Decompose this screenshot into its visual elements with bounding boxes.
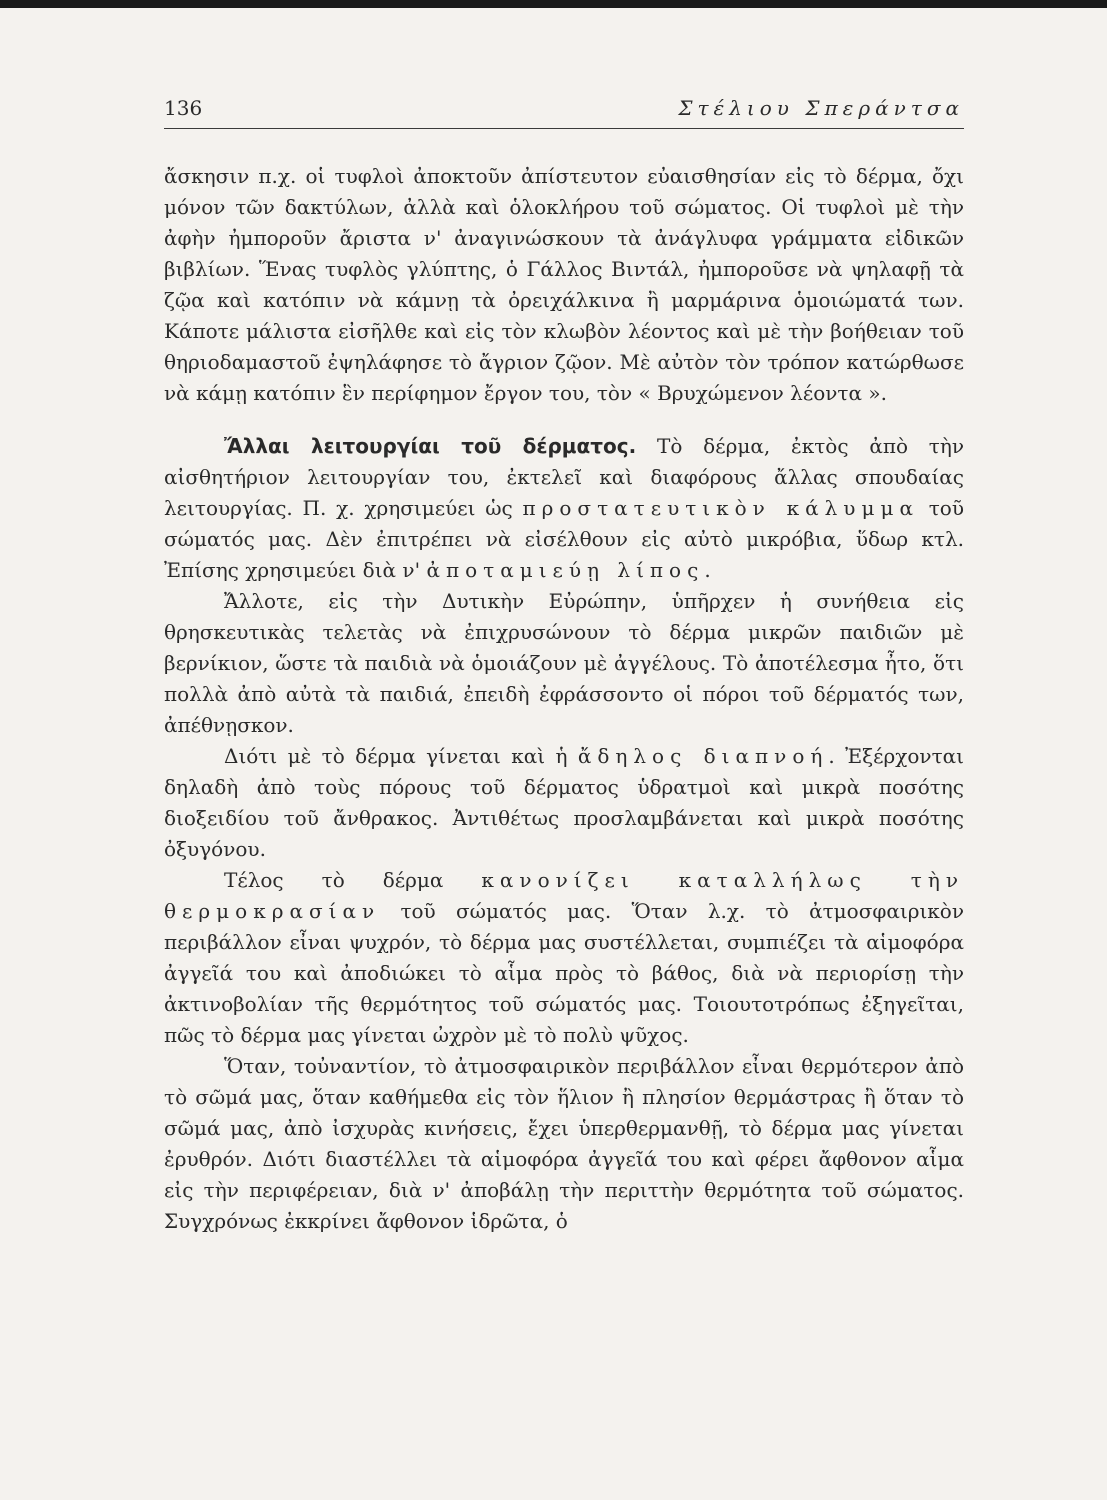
paragraph [164, 865, 964, 1051]
text-run: τοῦ σώματός μας. Ὅταν λ.χ. τὸ ἀτμοσφαιρικὸν περιβάλλον εἶναι ψυχρόν, τὸ δέρμα μας συστέλλεται, συμπιέζει τὰ αἱμοφόρα ἀγγεῖά του καὶ ἀποδιώκει τὸ αἷμα πρὸς τὸ βάθος, διὰ νὰ περιορίσῃ τὴν ἀκτινοβολίαν τῆς θερμότητος τοῦ σώματός μας. Τοιουτοτρόπως ἐξηγεῖται, πῶς τὸ δέρμα μας γίνεται ὠχρὸν μὲ τὸ πολὺ ψῦχος. [164, 899, 964, 1047]
text-run: Τέλος τὸ δέρμα [224, 868, 482, 892]
body-text [164, 161, 964, 1237]
text-run: τοῦ σώματός μας. Δὲν ἐπιτρέπει νὰ εἰσέλθουν εἰς αὐτὸ μικρόβια, ὕδωρ κτλ. Ἐπίσης χρησιμεύει διὰ ν' [164, 496, 965, 582]
scan-top-border [0, 0, 1107, 8]
emphasized-text: προστατευτικὸν κάλυμμα [522, 496, 919, 520]
paragraph: ἄσκησιν π.χ. οἱ τυφλοὶ ἀποκτοῦν ἀπίστευτον εὐαισθησίαν εἰς τὸ δέρμα, ὄχι μόνον τῶν δακτύλων, ἀλλὰ καὶ ὁλοκλήρου τοῦ σώματος. Οἱ τυφλοὶ μὲ τὴν ἀφὴν ἠμποροῦν ἄριστα ν' ἀναγινώσκουν τὰ ἀνάγλυφα γράμματα εἰδικῶν βιβλίων. Ἕνας τυφλὸς γλύπτης, ὁ Γάλλος Βιντάλ, ἠμποροῦσε νὰ ψηλαφῇ τὰ ζῷα καὶ κατόπιν νὰ κάμνῃ τὰ ὀρειχάλκινα ἢ μαρμάρινα ὁμοιώματά των. Κάποτε μάλιστα εἰσῆλθε καὶ εἰς τὸν κλωβὸν λέοντος καὶ μὲ τὴν βοήθειαν τοῦ θηριοδαμαστοῦ ἐψηλάφησε τὸ ἄγριον ζῷον. Μὲ αὐτὸν τὸν τρόπον κατώρθωσε νὰ κάμῃ κατόπιν ἓν περίφημον ἔργον του, τὸν « Βρυχώμενον λέοντα ». [164, 164, 964, 405]
section-paragraph [164, 431, 964, 586]
paragraph: Ὅταν, τοὐναντίον, τὸ ἀτμοσφαιρικὸν περιβάλλον εἶναι θερμότερον ἀπὸ τὸ σῶμά μας, ὅταν καθήμεθα εἰς τὸν ἥλιον ἢ πλησίον θερμάστρας ἢ ὅταν τὸ σῶμά μας, ἀπὸ ἰσχυρὰς κινήσεις, ἔχει ὑπερθερμανθῇ, τὸ δέρμα μας γίνεται ἐρυθρόν. Διότι διαστέλλει τὰ αἱμοφόρα ἀγγεῖά του καὶ φέρει ἄφθονον αἷμα εἰς τὴν περιφέρειαν, διὰ ν' ἀποβάλῃ τὴν περιττὴν θερμότητα τοῦ σώματος. Συγχρόνως ἐκκρίνει ἄφθονον ἱδρῶτα, ὁ [164, 1054, 964, 1233]
text-run: Τὸ δέρμα, ἐκτὸς ἀπὸ τὴν αἰσθητήριον λειτουργίαν του, ἐκτελεῖ καὶ διαφόρους ἄλλας σπουδαίας λειτουργίας. Π. χ. χρησιμεύει ὡς [164, 434, 965, 520]
paragraph: Ἄλλοτε, εἰς τὴν Δυτικὴν Εὐρώπην, ὑπῆρχεν ἡ συνήθεια εἰς θρησκευτικὰς τελετὰς νὰ ἐπιχρυσώνουν τὸ δέρμα μικρῶν παιδιῶν μὲ βερνίκιον, ὥστε τὰ παιδιὰ νὰ ὁμοιάζουν μὲ ἀγγέλους. Τὸ ἀποτέλεσμα ἦτο, ὅτι πολλὰ ἀπὸ αὐτὰ τὰ παιδιά, ἐπειδὴ ἐφράσσοντο οἱ πόροι τοῦ δέρματός των, ἀπέθνῃσκον. [164, 589, 964, 737]
text-run: . [704, 558, 711, 582]
emphasized-text: κανονίζει καταλλήλως τὴν θερμοκρασίαν [164, 868, 964, 923]
paragraph [164, 741, 964, 865]
text-run: . Ἐξέρχονται δηλαδὴ ἀπὸ τοὺς πόρους τοῦ δέρματος ὑδρατμοὶ καὶ μικρὰ ποσότης διοξειδίου τοῦ ἄνθρακος. Ἀντιθέτως προσλαμβάνεται καὶ μικρὰ ποσότης ὀξυγόνου. [164, 744, 965, 861]
text-run: Διότι μὲ τὸ δέρμα γίνεται καὶ ἡ [224, 744, 578, 768]
page-number: 136 [164, 96, 203, 120]
page-header [164, 96, 964, 129]
book-page [164, 96, 964, 1237]
emphasized-text: ἀποταμιεύῃ λίπος [426, 558, 705, 582]
emphasized-text: ἄδηλος διαπνοή [577, 744, 829, 768]
running-title: Στέλιου Σπεράντσα [678, 96, 964, 120]
section-heading: Ἄλλαι λειτουργίαι τοῦ δέρματος. [224, 434, 637, 458]
